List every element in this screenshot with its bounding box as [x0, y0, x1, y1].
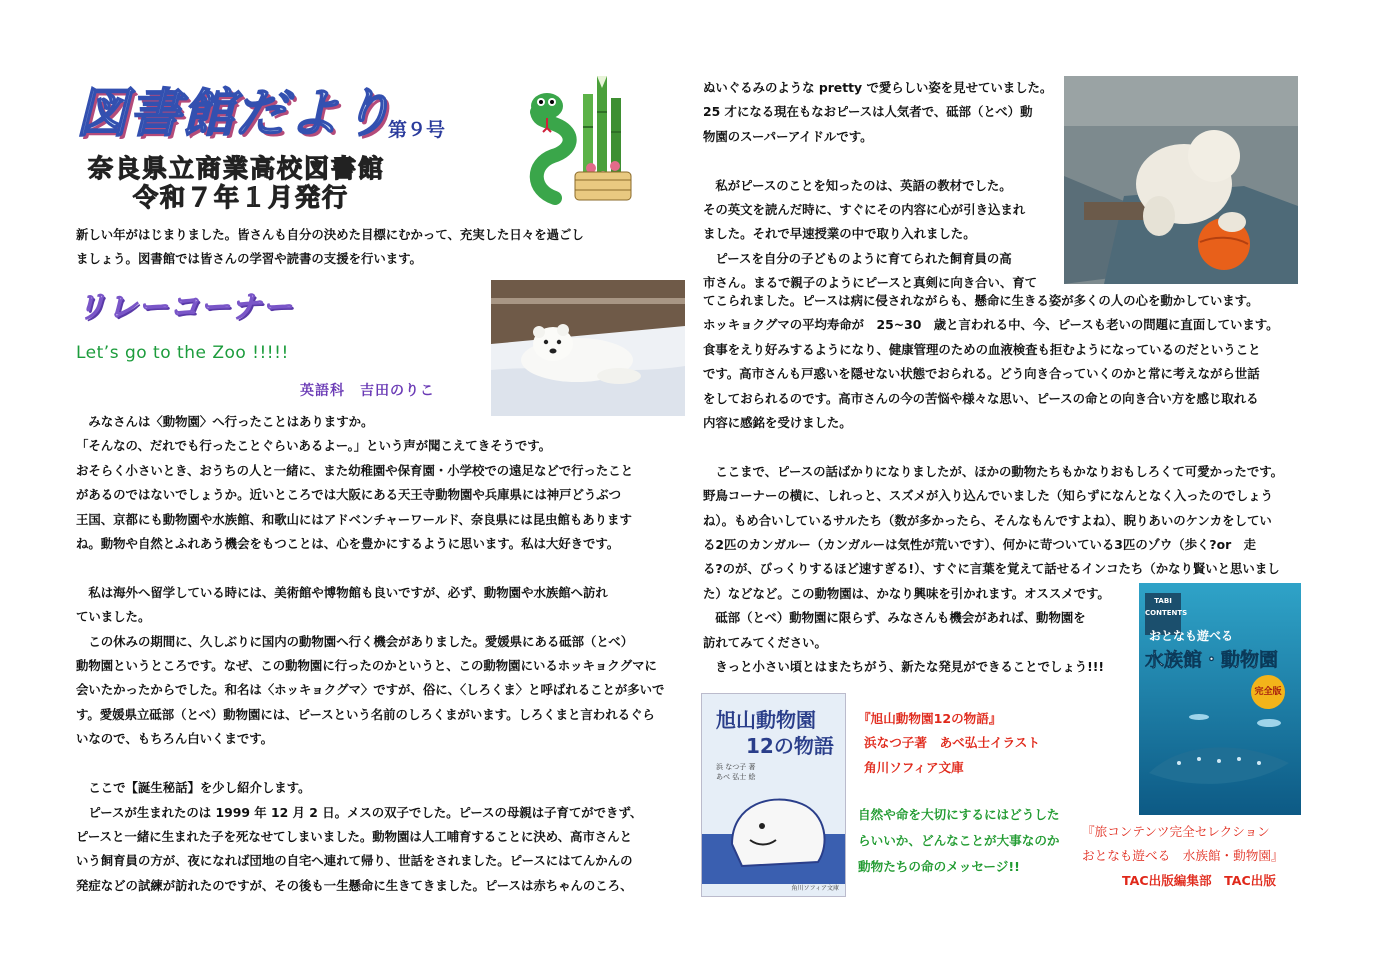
- book1-title: 『旭山動物園12の物語』: [858, 711, 1002, 726]
- body-line: ピースを自分の子どものように育てられた飼育員の高: [703, 250, 1012, 266]
- blurb-line: らいいか、どんなことが大事なのか: [858, 833, 1060, 848]
- body-line: をしておられるのです。高市さんの今の苦悩や様々な思い、ピースの命との向き合い方を感じ取れる: [703, 390, 1259, 406]
- body-line: ね）。もめ合いしているサルたち（数が多かったら、そんなもんですよね）、睨りあいのケンカをしてい: [703, 512, 1272, 528]
- body-line: 野鳥コーナーの横に、しれっと、スズメが入り込んでいました（知らずになんとなく入ったのでしょう: [703, 488, 1273, 504]
- book1-blurb: [858, 802, 1060, 880]
- body-line: 物園のスーパーアイドルです。: [703, 128, 873, 144]
- right-column-closing: [703, 582, 1110, 680]
- body-line: 訪れてみてください。: [703, 634, 827, 650]
- body-line: です。高市さんも戸惑いを隠せない状態でおられる。どう向き合っていくのかと常に考えながら世話: [703, 366, 1260, 382]
- body-line: 「そんなの、だれでも行ったことぐらいあるよー。」という声が聞こえてきそうです。: [76, 438, 552, 454]
- right-column-body: [703, 289, 1283, 582]
- book-cover-main-title: 水族館・動物園: [1145, 649, 1279, 671]
- body-line: ここまで、ピースの話ばかりになりましたが、ほかの動物たちもかなりおもしろくて可愛かったです。: [703, 463, 1284, 479]
- body-line: この休みの期間に、久しぶりに国内の動物園へ行く機会がありました。愛媛県にある砥部（とべ）: [76, 633, 634, 649]
- body-line: ていました。: [76, 609, 151, 625]
- book2-title-line2: おとなも遊べる 水族館・動物園』: [1082, 848, 1284, 864]
- book-cover-publisher: 角川ソフィア文庫: [791, 885, 839, 892]
- blurb-line: 自然や命を大切にするにはどうした: [858, 807, 1060, 822]
- left-column-body: [76, 410, 664, 898]
- book-cover-title-line2: 12の物語: [746, 734, 834, 758]
- article-author: 英語科 吉田のりこ: [300, 383, 435, 399]
- body-line: 私がピースのことを知ったのは、英語の教材でした。: [703, 177, 1012, 193]
- body-line: た）などなど。この動物園は、かなり興味を引かれます。オススメです。: [703, 586, 1110, 601]
- school-library-name: 奈良県立商業高校図書館: [88, 154, 386, 183]
- book1-publisher: 角川ソフィア文庫: [864, 759, 964, 775]
- body-line: があるのではないでしょうか。近いところでは大阪にある天王寺動物園や兵庫県には神戸どうぶつ: [76, 487, 622, 503]
- polar-bear-with-ball-photo: [1064, 76, 1298, 284]
- book-cover-aquarium-zoo: [1139, 583, 1301, 815]
- body-line: 食事をえり好みするようになり、健康管理のための血液検査も拒むようになっているのだということ: [703, 341, 1261, 357]
- whale-shark-drawing: [1139, 703, 1301, 815]
- book-cover-series-badge: TABI CONTENTS: [1145, 593, 1181, 635]
- book1-authors: 浜なつ子著 あべ弘士イラスト: [864, 735, 1040, 751]
- body-line: きっと小さい頃とはまたちがう、新たな発見ができることでしょう!!!: [703, 659, 1105, 675]
- right-column-top: [703, 76, 1052, 296]
- body-line: ピースが生まれたのは 1999 年 12 月 2 日。メスの双子でした。ピースの母親は子育てができず、: [76, 804, 643, 820]
- body-line: 会いたかったからでした。和名は〈ホッキョクグマ〉ですが、俗に、〈しろくま〉と呼ばれることが多いで: [76, 682, 665, 698]
- intro-paragraph: [76, 223, 584, 272]
- body-line: みなさんは〈動物園〉へ行ったことはありますか。: [76, 414, 374, 429]
- book-cover-asahiyama: [701, 693, 846, 897]
- publication-date: 令和７年１月発行: [133, 183, 350, 212]
- body-line: 動物園というところです。なぜ、この動物園に行ったのかというと、この動物園にいるホッキョクグマに: [76, 658, 657, 674]
- book-cover-title-line1: 旭山動物園: [716, 708, 816, 732]
- book-cover-authors: 浜 なつ子 著 あべ 弘士 絵: [716, 763, 756, 781]
- body-line: 砥部（とべ）動物園に限らず、みなさんも機会があれば、動物園を: [703, 610, 1086, 626]
- article-subtitle: Let’s go to the Zoo !!!!!: [76, 343, 289, 363]
- body-line: [76, 556, 664, 580]
- body-line: 市さん。まるで親子のようにピースと真剣に向き合い、育て: [703, 275, 1038, 291]
- body-line: 25 才になる現在もなおピースは人気者で、砥部（とべ）動: [703, 104, 1033, 120]
- book2-publisher: TAC出版編集部 TAC出版: [1122, 872, 1276, 888]
- body-line: その英文を読んだ時に、すぐにその内容に心が引き込まれ: [703, 202, 1026, 218]
- intro-line: 新しい年がはじまりました。皆さんも自分の決めた目標にむかって、充実した日々を過ごし: [76, 227, 584, 242]
- blurb-line: 動物たちの命のメッセージ!!: [858, 859, 1020, 874]
- body-line: ホッキョクグマの平均寿命が 25~30 歳と言われる中、今、ピースも老いの問題に直面しています。: [703, 317, 1279, 333]
- book-cover-subtitle: おとなも遊べる: [1149, 629, 1234, 643]
- body-line: てこられました。ピースは病に侵されながらも、懸命に生きる姿が多くの人の心を動かしています。: [703, 293, 1259, 308]
- body-line: る?のが、びっくりするほど速すぎる!）、すぐに言葉を覚えて話せるインコたち（かなり賢いと思いまし: [703, 561, 1280, 577]
- body-line: る2匹のカンガルー（カンガルーは気性が荒いです）、何かに苛ついている3匹のゾウ（歩く?or 走: [703, 537, 1257, 553]
- book2-caption: [1082, 820, 1284, 893]
- body-line: いなので、もちろん白いくまです。: [76, 731, 274, 747]
- body-line: 内容に感銘を受けました。: [703, 415, 852, 431]
- body-line: ピースと一緒に生まれた子を死なせてしまいました。動物園は人工哺育することに決め、高市さんと: [76, 828, 632, 844]
- body-line: [703, 149, 1052, 173]
- polar-bear-drawing: [702, 774, 845, 884]
- body-line: 私は海外へ留学している時には、美術館や博物館も良いですが、必ず、動物園や水族館へ訪れ: [76, 584, 608, 600]
- body-line: ね。動物や自然とふれあう機会をもつことは、心を豊かにするように思います。私は大好きです。: [76, 536, 620, 552]
- body-line: おそらく小さいとき、おうちの人と一緒に、また幼稚園や保育園・小学校での遠足などで行ったこと: [76, 462, 634, 478]
- polar-bear-cub-photo: [491, 280, 685, 416]
- body-line: ぬいぐるみのような pretty で愛らしい姿を見せていました。: [703, 80, 1053, 95]
- snake-kadomatsu-illustration: [525, 72, 635, 206]
- body-line: [76, 752, 664, 776]
- book-cover-complete-badge: 完全版: [1251, 675, 1285, 709]
- relay-corner-heading: リレーコーナー: [76, 290, 293, 325]
- book2-title-line1: 『旅コンテンツ完全セレクション: [1082, 824, 1270, 839]
- body-line: 王国、京都にも動物園や水族館、和歌山にはアドベンチャーワールド、奈良県には昆虫館もあります: [76, 511, 632, 527]
- book1-caption: [858, 707, 1040, 780]
- body-line: ました。それで早速授業の中で取り入れました。: [703, 226, 976, 242]
- newsletter-title: 図書館だより: [76, 84, 395, 144]
- intro-line: ましょう。図書館では皆さんの学習や読書の支援を行います。: [76, 251, 422, 267]
- body-line: [703, 435, 1283, 459]
- body-line: す。愛媛県立砥部（とべ）動物園には、ピースという名前のしろくまがいます。しろくまと言われるぐら: [76, 706, 655, 722]
- body-line: いう飼育員の方が、夜になれば団地の自宅へ連れて帰り、世話をされました。ピースにはてんかんの: [76, 853, 633, 869]
- body-line: 発症などの試練が訪れたのですが、その後も一生懸命に生きてきました。ピースは赤ちゃんのころ、: [76, 877, 633, 893]
- body-line: ここで【誕生秘話】を少し紹介します。: [76, 780, 311, 796]
- issue-number: 第９号: [388, 119, 446, 141]
